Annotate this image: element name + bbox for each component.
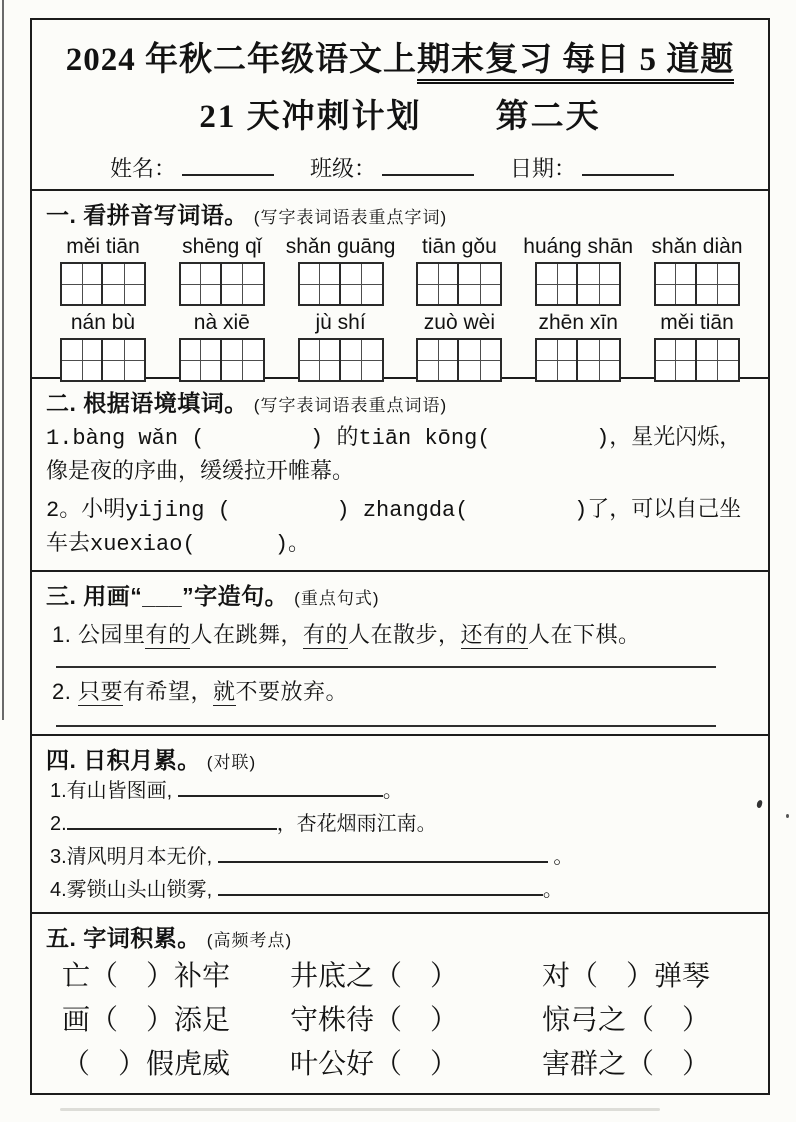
fill-blank-paragraph: 1.bàng wǎn ( ) 的tiān kōng( )，星光闪烁，像是夜的序曲，缓缓拉开帷幕。	[46, 426, 742, 486]
section-5-idioms	[32, 912, 768, 1093]
char-cell	[459, 338, 502, 382]
name-blank	[182, 154, 274, 176]
ink-speck-artifact	[786, 814, 789, 818]
writing-grid	[165, 262, 279, 306]
blank-line	[218, 843, 548, 863]
char-cell	[341, 338, 384, 382]
char-cell	[222, 338, 265, 382]
class-blank	[382, 154, 474, 176]
section-3-sentence-making	[32, 570, 768, 734]
char-cell	[298, 338, 341, 382]
char-cell	[179, 338, 222, 382]
char-cell	[578, 338, 621, 382]
writing-grid	[521, 262, 635, 306]
sentence-item	[52, 675, 754, 706]
worksheet-subtitle	[46, 90, 754, 137]
student-info-row	[46, 152, 754, 183]
char-cell	[179, 262, 222, 306]
pinyin-label: měi tiān	[66, 235, 140, 259]
pinyin-row-2	[46, 311, 754, 382]
char-cell	[535, 262, 578, 306]
writing-grid	[46, 262, 160, 306]
underlined-word: 就	[213, 678, 236, 704]
idiom-cell: 害群之（ ）	[542, 1049, 711, 1080]
char-cell	[697, 338, 740, 382]
writing-grid	[640, 338, 754, 382]
subtitle-day: 第二天	[495, 99, 601, 135]
section-3-title-row	[46, 578, 754, 611]
pinyin-label: tiān gǒu	[422, 235, 497, 259]
title-prefix: 2024 年秋二年级语文上	[65, 42, 417, 78]
underlined-word: 只要	[77, 678, 123, 704]
writing-grid	[402, 338, 516, 382]
pinyin-word-cell	[402, 235, 516, 306]
char-cell	[654, 338, 697, 382]
char-cell	[697, 262, 740, 306]
pinyin-word-cell	[402, 311, 516, 382]
scan-streak-artifact	[60, 1108, 660, 1111]
section-1-title-row	[46, 197, 754, 230]
idiom-cell: 画（ ）添足	[62, 1005, 231, 1036]
writing-grid	[284, 262, 398, 306]
couplet-text: 1.有山皆图画,	[50, 780, 173, 802]
char-cell	[416, 262, 459, 306]
idiom-cell: 亡（ ）补牢	[62, 961, 231, 992]
underlined-word: 有的	[303, 621, 349, 647]
blank-line	[67, 810, 277, 830]
char-cell	[103, 262, 146, 306]
pinyin-label: shēng qǐ	[182, 235, 262, 259]
pinyin-label: jù shí	[315, 311, 366, 335]
pinyin-word-cell	[284, 235, 398, 306]
section-4-title-row	[46, 742, 754, 775]
section-note: (写字表词语表重点字词)	[253, 208, 448, 228]
scan-edge-artifact	[2, 0, 4, 720]
couplet-item	[50, 841, 754, 874]
char-cell	[103, 338, 146, 382]
answer-line	[56, 725, 716, 727]
pinyin-label: shǎn diàn	[651, 235, 743, 259]
char-cell	[654, 262, 697, 306]
pinyin-label: shǎn guāng	[285, 235, 396, 259]
pinyin-row-1	[46, 235, 754, 306]
sentence-text: 1. 公园里	[52, 621, 146, 647]
pinyin-word-cell	[46, 311, 160, 382]
couplet-text: 2.	[50, 813, 67, 835]
idiom-cell: （ ）假虎威	[62, 1049, 231, 1080]
pinyin-word-cell	[640, 235, 754, 306]
pinyin-word-cell	[640, 311, 754, 382]
section-5-title-row	[46, 920, 754, 953]
pinyin-word-cell	[165, 311, 279, 382]
idiom-cell: 对（ ）弹琴	[542, 961, 711, 992]
couplet-item	[50, 874, 754, 907]
section-title: 二. 根据语境填词。	[46, 390, 248, 417]
char-cell	[298, 262, 341, 306]
char-cell	[60, 262, 103, 306]
subtitle-plan: 21 天冲刺计划	[199, 99, 422, 135]
couplet-text: 4.雾锁山头山锁雾,	[50, 879, 213, 901]
writing-grid	[640, 262, 754, 306]
section-note: (写字表词语表重点词语)	[253, 396, 448, 416]
name-label: 姓名：	[110, 156, 177, 181]
sentence-text: 人在散步，	[348, 621, 461, 647]
char-cell	[535, 338, 578, 382]
idiom-cell: 叶公好（ ）	[290, 1049, 459, 1080]
writing-grid	[402, 262, 516, 306]
couplet-text: 3.清风明月本无价,	[50, 846, 213, 868]
char-cell	[60, 338, 103, 382]
section-title: 一. 看拼音写词语。	[46, 202, 248, 229]
writing-grid	[46, 338, 160, 382]
worksheet-title	[46, 33, 754, 80]
section-note: (对联)	[206, 753, 257, 772]
writing-grid	[284, 338, 398, 382]
underlined-word: 有的	[145, 621, 191, 647]
title-underlined: 期末复习 每日 5 道题	[417, 42, 734, 84]
date-blank	[582, 154, 674, 176]
couplet-item	[50, 775, 754, 808]
couplet-text: 。	[382, 780, 403, 802]
name-field	[110, 152, 274, 183]
pinyin-label: měi tiān	[660, 311, 734, 335]
pinyin-label: huáng shān	[523, 235, 634, 259]
char-cell	[416, 338, 459, 382]
pinyin-word-cell	[165, 235, 279, 306]
section-2-context-fill	[32, 377, 768, 570]
pinyin-word-cell	[46, 235, 160, 306]
underlined-word: 还有的	[460, 621, 529, 647]
sentence-text: 不要放弃。	[235, 678, 349, 704]
couplet-text: ，杏花烟雨江南。	[276, 813, 437, 835]
pinyin-label: nà xiē	[193, 311, 250, 335]
section-1-pinyin-writing	[32, 189, 768, 377]
idiom-grid	[46, 953, 754, 1087]
class-label: 班级：	[310, 156, 377, 181]
sentence-item	[52, 618, 754, 649]
header-section	[32, 20, 768, 189]
blank-line	[218, 876, 543, 896]
section-note: (重点句式)	[294, 588, 380, 608]
section-title: 四. 日积月累。	[46, 747, 201, 773]
couplet-text: 。	[542, 879, 563, 901]
char-cell	[341, 262, 384, 306]
idiom-cell: 守株待（ ）	[290, 1005, 459, 1036]
fill-blank-paragraph: 2。小明yijing ( ) zhangda( )了，可以自己坐车去xuexiao( )。	[46, 498, 742, 558]
char-cell	[578, 262, 621, 306]
idiom-cell: 惊弓之（ ）	[542, 1005, 711, 1036]
writing-grid	[521, 338, 635, 382]
pinyin-word-cell	[284, 311, 398, 382]
idiom-cell: 井底之（ ）	[290, 961, 459, 992]
pinyin-word-cell	[521, 235, 635, 306]
blank-line	[178, 777, 383, 797]
section-note: (高频考点)	[206, 931, 293, 950]
couplet-text: 。	[547, 846, 574, 868]
sentence-text: 人在跳舞，	[190, 621, 303, 647]
pinyin-label: nán bù	[70, 311, 136, 335]
section-title: 五. 字词积累。	[46, 925, 201, 951]
date-field	[510, 152, 674, 183]
writing-grid	[165, 338, 279, 382]
char-cell	[222, 262, 265, 306]
section-title: 三. 用画“___”字造句。	[46, 582, 289, 609]
pinyin-label: zuò wèi	[423, 311, 495, 335]
worksheet-frame	[30, 18, 770, 1095]
pinyin-label: zhēn xīn	[538, 311, 618, 335]
date-label: 日期：	[510, 156, 577, 181]
char-cell	[459, 262, 502, 306]
answer-line	[56, 666, 716, 668]
sentence-text: 2.	[52, 678, 78, 704]
pinyin-word-cell	[521, 311, 635, 382]
class-field	[310, 152, 474, 183]
section-4-couplets	[32, 734, 768, 912]
sentence-text: 人在下棋。	[528, 621, 641, 647]
sentence-text: 有希望，	[122, 678, 213, 704]
section-2-title-row	[46, 385, 754, 418]
couplet-item	[50, 808, 754, 841]
